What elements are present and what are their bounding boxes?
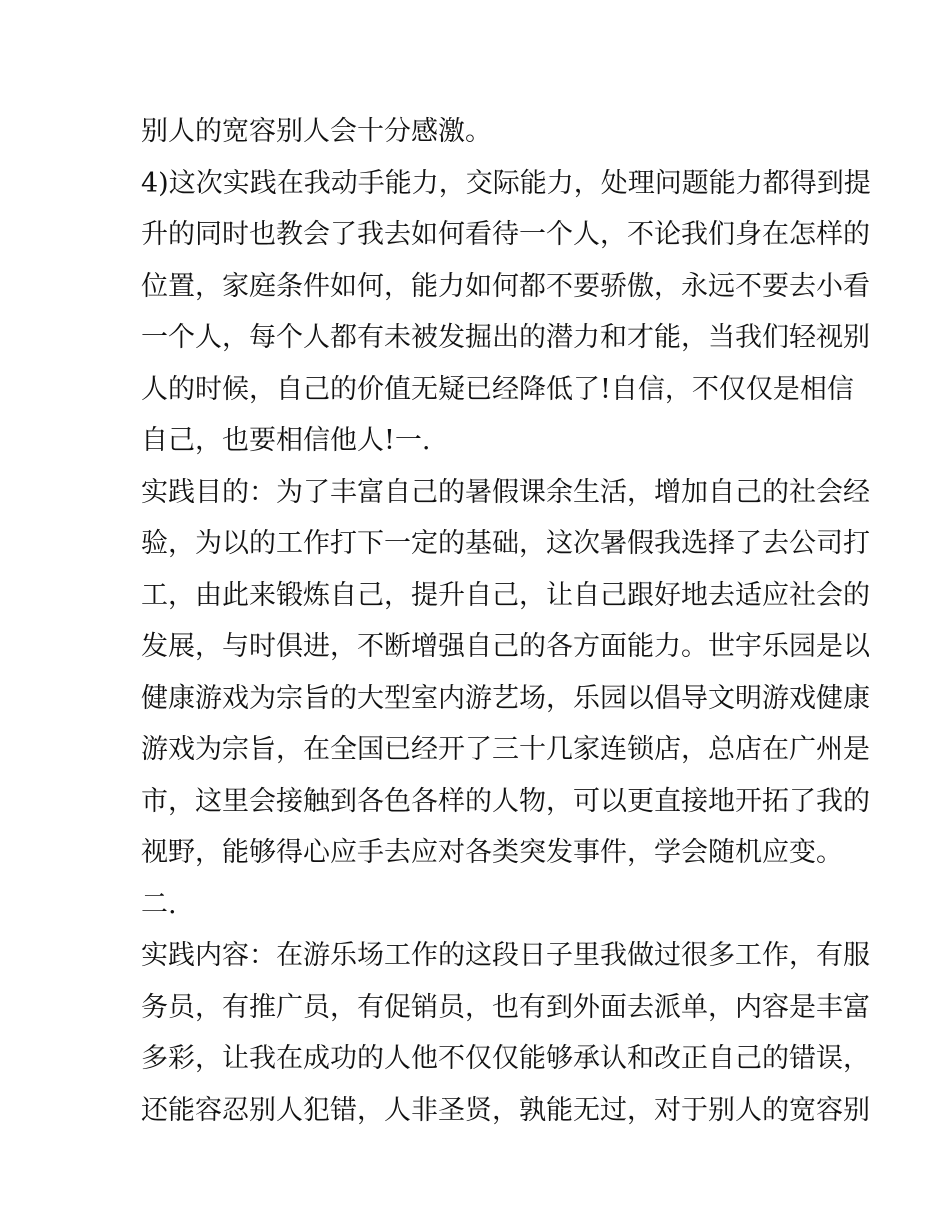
text-line: 位置，家庭条件如何，能力如何都不要骄傲，永远不要去小看 — [141, 270, 870, 302]
text-line: 升的同时也教会了我去如何看待一个人，不论我们身在怎样的 — [141, 219, 870, 250]
text-line: 实践内容：在游乐场工作的这段日子里我做过很多工作，有服 — [141, 940, 870, 971]
text-line: 一个人，每个人都有未被发掘出的潜力和才能，当我们轻视别 — [141, 322, 870, 353]
text-line: 务员，有推广员，有促销员，也有到外面去派单，内容是丰富 — [141, 991, 870, 1023]
body-text — [141, 106, 871, 1136]
text-line: 市，这里会接触到各色各样的人物，可以更直接地开拓了我的 — [141, 785, 870, 817]
text-line: 工，由此来锻炼自己，提升自己，让自己跟好地去适应社会的 — [141, 579, 870, 611]
text-line: 自己，也要相信他人!一. — [141, 425, 431, 456]
text-line: 视野，能够得心应手去应对各类突发事件，学会随机应变。 — [141, 837, 843, 868]
text-line: 二. — [141, 888, 177, 920]
text-line: 4)这次实践在我动手能力，交际能力，处理问题能力都得到提 — [141, 167, 871, 199]
text-line: 健康游戏为宗旨的大型室内游艺场，乐园以倡导文明游戏健康 — [141, 682, 870, 714]
text-line: 验，为以的工作打下一定的基础，这次暑假我选择了去公司打 — [141, 528, 870, 559]
text-line: 别人的宽容别人会十分感激。 — [141, 116, 492, 147]
text-line: 人的时候，自己的价值无疑已经降低了!自信，不仅仅是相信 — [141, 373, 854, 405]
text-line: 实践目的：为了丰富自己的暑假课余生活，增加自己的社会经 — [141, 476, 870, 508]
text-line: 多彩，让我在成功的人他不仅仅能够承认和改正自己的错误， — [141, 1043, 870, 1074]
text-line: 还能容忍别人犯错，人非圣贤，孰能无过，对于别人的宽容别 — [141, 1094, 870, 1126]
text-line: 发展，与时俱进，不断增强自己的各方面能力。世宇乐园是以 — [141, 631, 870, 662]
text-line: 游戏为宗旨，在全国已经开了三十几家连锁店，总店在广州是 — [141, 734, 870, 765]
